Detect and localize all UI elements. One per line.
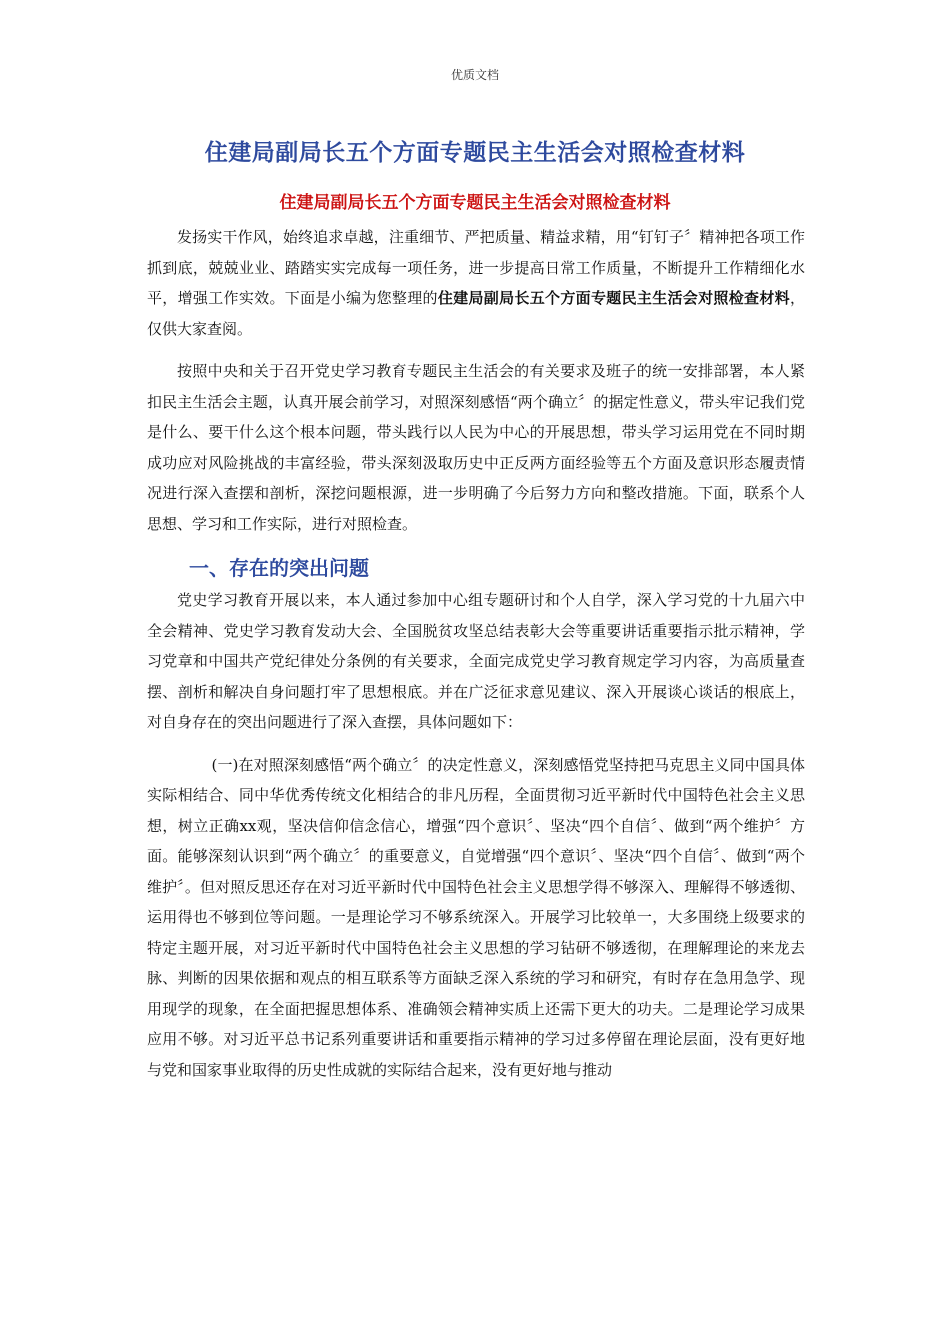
paragraph-4: (一)在对照深刻感悟“两个确立〞的决定性意义，深刻感悟党坚持把马克思主义同中国具体实际相结合、同中华优秀传统文化相结合的非凡历程，全面贯彻习近平新时代中国特色社会主义思想，树立正确xx观，坚决信仰信念信心，增强“四个意识〞、坚决“四个自信〞、做到“两个维护〞方面。能够深刻认识到“两个确立〞的重要意义，自觉增强“四个意识〞、坚决“四个自信〞、做到“两个维护〞。但对照反思还存在对习近平新时代中国特色社会主义思想学得不够深入、理解得不够透彻、运用得也不够到位等问题。一是理论学习不够系统深入。开展学习比较单一，大多围绕上级要求的特定主题开展，对习近平新时代中国特色社会主义思想的学习钻研不够透彻，在理解理论的来龙去脉、判断的因果依据和观点的相互联系等方面缺乏深入系统的学习和研究，有时存在急用急学、现用现学的现象，在全面把握思想体系、准确领会精神实质上还需下更大的功夫。二是理论学习成果应用不够。对习近平总书记系列重要讲话和重要指示精神的学习过多停留在理论层面，没有更好地与党和国家事业取得的历史性成就的实际结合起来，没有更好地与推动 (147, 755, 805, 1079)
header-label: 优质文档 (450, 68, 499, 82)
intro-text-end: ，仅供大家查阅。 (147, 289, 805, 338)
document-subtitle: 住建局副局长五个方面专题民主生活会对照检查材料 (279, 193, 671, 213)
paragraph-2: 按照中央和关于召开党史学习教育专题民主生活会的有关要求及班子的统一安排部署，本人紧扣民主生活会主题，认真开展会前学习，对照深刻感悟“两个确立〞的据定性意义，带头牢记我们党是什么、要干什么这个根本问题，带头践行以人民为中心的开展思想，带头学习运用党在不同时期成功应对风险挑战的丰富经验，带头深刻汲取历史中正反两方面经验等五个方面及意识形态履责情况进行深入查摆和剖析，深挖问题根源，进一步明确了今后努力方向和整改措施。下面，联系个人思想、学习和工作实际，进行对照检查。 (147, 362, 805, 533)
intro-text: 发扬实干作风，始终追求卓越，注重细节、严把质量、精益求精，用“钉钉子〞精神把各项工作抓到底，兢兢业业、踏踏实实完成每一项任务，进一步提高日常工作质量，不断提升工作精细化水平，增强工作实效。下面是小编为您整理的 (147, 228, 805, 307)
intro-bold-title: 住建局副局长五个方面专题民主生活会对照检查材料 (437, 289, 790, 307)
document-title: 住建局副局长五个方面专题民主生活会对照检查材料 (204, 140, 746, 166)
paragraph-3: 党史学习教育开展以来，本人通过参加中心组专题研讨和个人自学，深入学习党的十九届六中全会精神、党史学习教育发动大会、全国脱贫攻坚总结表彰大会等重要讲话重要指示批示精神，学习党章和中国共产党纪律处分条例的有关要求，全面完成党史学习教育规定学习内容，为高质量查摆、剖析和解决自身问题打牢了思想根底。并在广泛征求意见建议、深入开展谈心谈话的根底上，对自身存在的突出问题进行了深入查摆，具体问题如下： (147, 591, 805, 731)
intro-paragraph (147, 222, 805, 344)
section-heading-1: 一、存在的突出问题 (189, 556, 369, 580)
document-body (147, 222, 805, 1085)
